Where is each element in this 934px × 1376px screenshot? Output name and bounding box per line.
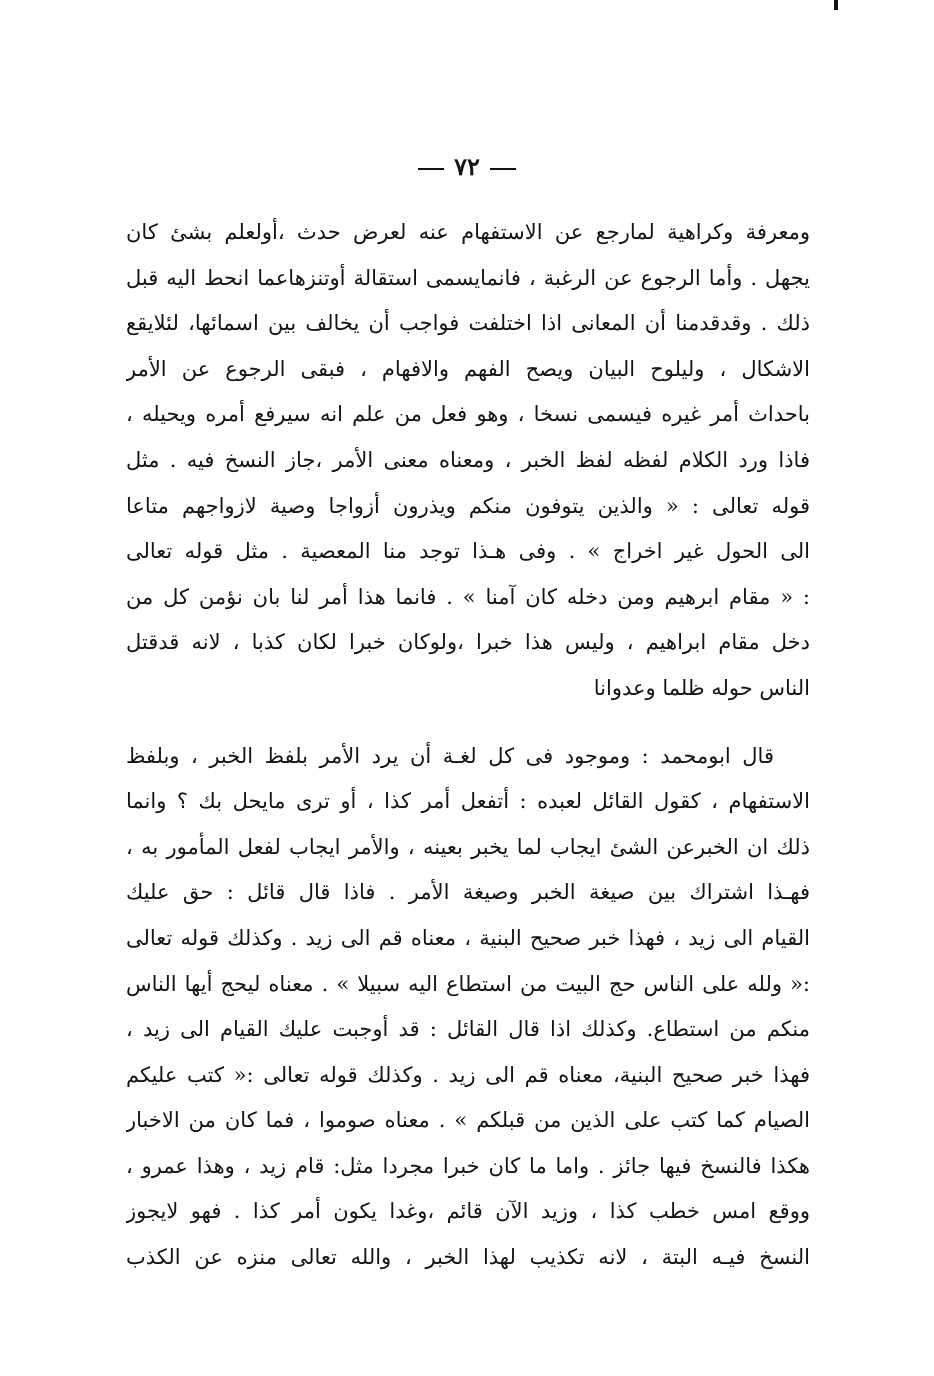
paragraph-gap (126, 712, 810, 734)
text-line: : « مقام ابرهيم ومن دخله كان آمنا » . فانما هذا أمر لنا بان نؤمن كل من (126, 584, 810, 609)
text-line: القيام الى زيد ، فهذا خبر صحيح البنية ، معناه قم الى زيد . وكذلك قوله تعالى (126, 925, 810, 950)
text-line: قال ابومحمد : وموجود فى كل لغـة أن يرد الأمر بلفظ الخبر ، وبلفظ (126, 743, 774, 768)
text-line: الناس حوله ظلما وعدوانا (593, 675, 810, 700)
text-line: فاذا ورد الكلام لفظه لفظ الخبر ، ومعناه معنى الأمر ،جاز النسخ فيه . مثل (126, 447, 810, 472)
text-line: منكم من استطاع. وكذلك اذا قال القائل : قد أوجبت عليك القيام الى زيد ، (126, 1017, 810, 1042)
text-line: فهذا خبر صحيح البنية، معناه قم الى زيد . وكذلك قوله تعالى :« كتب عليكم (126, 1062, 810, 1087)
paragraph-1 (126, 210, 810, 712)
page-number-dash-right (490, 168, 516, 170)
text-line: يجهل . وأما الرجوع عن الرغبة ، فانمايسمى استقالة أوتنزهاعما انحط اليه قبل (126, 265, 810, 290)
text-line: الصيام كما كتب على الذين من قبلكم » . معناه صوموا ، فما كان من الاخبار (126, 1108, 810, 1133)
page-number-dash-left (418, 168, 444, 170)
page-corner-mark (834, 0, 838, 10)
text-line: :« ولله على الناس حج البيت من استطاع اليه سبيلا » . معناه ليحج أيها الناس (126, 971, 810, 996)
text-line: فهـذا اشتراك بين صيغة الخبر وصيغة الأمر . فاذا قال قائل : حق عليك (126, 880, 810, 905)
page-number-text: ٧٢ (454, 152, 480, 181)
text-line: الاستفهام ، كقول القائل لعبده : أتفعل أمر كذا ، أو ترى مايحل بك ؟ وانما (126, 789, 810, 814)
body-text (126, 210, 810, 1281)
paragraph-2 (126, 734, 810, 1281)
text-line: قوله تعالى : « والذين يتوفون منكم ويذرون أزواجا وصية لازواجهم متاعا (126, 493, 810, 518)
text-line: الى الحول غير اخراج » . وفى هـذا توجد منا المعصية . مثل قوله تعالى (126, 539, 810, 564)
text-line: ووقع امس خطب كذا ، وزيد الآن قائم ،وغدا يكون أمر كذا . فهو لايجوز (126, 1199, 810, 1224)
text-line: هكذا فالنسخ فيها جائز . واما ما كان خبرا مجردا مثل: قام زيد ، وهذا عمرو ، (126, 1153, 810, 1178)
text-line: ذلك . وقدقدمنا أن المعانى اذا اختلفت فواجب أن يخالف بين اسمائها، لئلايقع (126, 311, 810, 336)
text-line: دخل مقام ابراهيم ، وليس هذا خبرا ،ولوكان خبرا لكان كذبا ، لانه قدقتل (126, 630, 810, 655)
text-line: الاشكال ، وليلوح البيان ويصح الفهم والافهام ، فبقى الرجوع عن الأمر (126, 356, 810, 381)
text-line: النسخ فيـه البتة ، لانه تكذيب لهذا الخبر ، والله تعالى منزه عن الكذب (126, 1245, 810, 1270)
text-line: ومعرفة وكراهية لمارجع عن الاستفهام عنه لعرض حدث ،أولعلم بشئ كان (126, 220, 810, 244)
text-line: ذلك ان الخبرعن الشئ ايجاب لما يخبر بعينه ، والأمر ايجاب لفعل المأمور به ، (126, 834, 810, 859)
text-line: باحداث أمر غيره فيسمى نسخا ، وهو فعل من علم انه سيرفع أمره ويحيله ، (126, 402, 810, 427)
page-number (0, 152, 934, 181)
